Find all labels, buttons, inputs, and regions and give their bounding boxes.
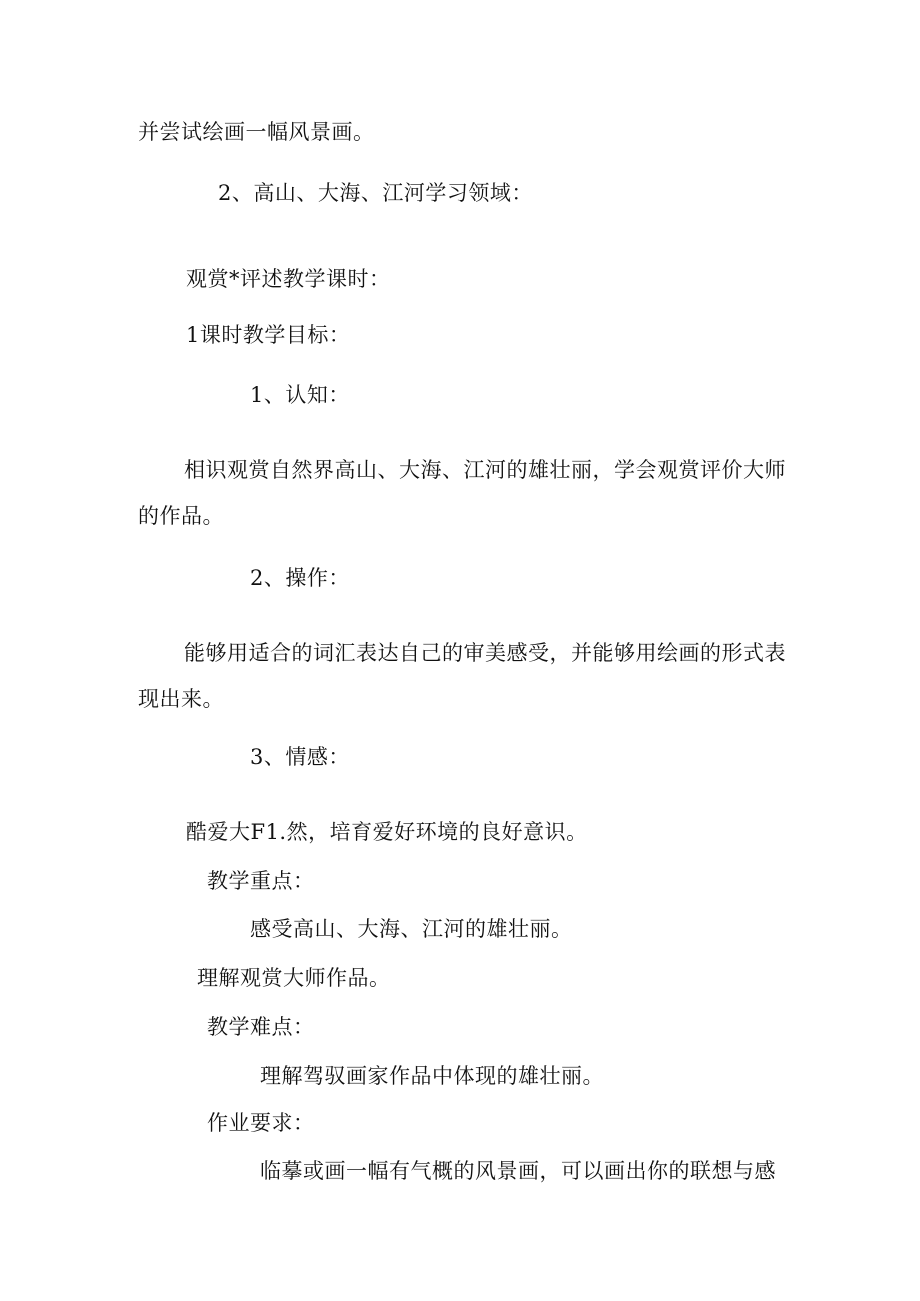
lesson-type-line: 观赏*评述教学课时：	[186, 267, 391, 291]
objective-heading-cognition: 1、认知：	[250, 383, 350, 407]
homework-heading: 作业要求：	[207, 1111, 315, 1135]
teaching-focus-heading: 教学重点：	[207, 869, 315, 893]
homework-text: 临摹或画一幅有气概的风景画，可以画出你的联想与感	[260, 1159, 776, 1183]
teaching-difficulty-heading: 教学难点：	[207, 1015, 315, 1039]
teaching-difficulty-item: 理解驾驭画家作品中体现的雄壮丽。	[260, 1064, 604, 1088]
objective-text-cognition: 相识观赏自然界高山、大海、江河的雄壮丽，学会观赏评价大师的作品。	[138, 458, 786, 528]
objective-heading-emotion: 3、情感：	[250, 745, 350, 769]
teaching-focus-item-2: 理解观赏大师作品。	[197, 966, 391, 990]
lesson-hours-objectives-line: 1课时教学目标：	[186, 323, 351, 347]
section-heading-learning-domain: 2、高山、大海、江河学习领域：	[218, 181, 533, 205]
objective-text-emotion: 酷爱大F1.然，培育爱好环境的良好意识。	[186, 820, 588, 844]
objective-heading-operation: 2、操作：	[250, 566, 350, 590]
objective-text-operation: 能够用适合的词汇表达自己的审美感受，并能够用绘画的形式表现出来。	[138, 641, 786, 711]
paragraph-continuation: 并尝试绘画一幅风景画。	[138, 120, 375, 144]
teaching-focus-item-1: 感受高山、大海、江河的雄壮丽。	[250, 917, 573, 941]
